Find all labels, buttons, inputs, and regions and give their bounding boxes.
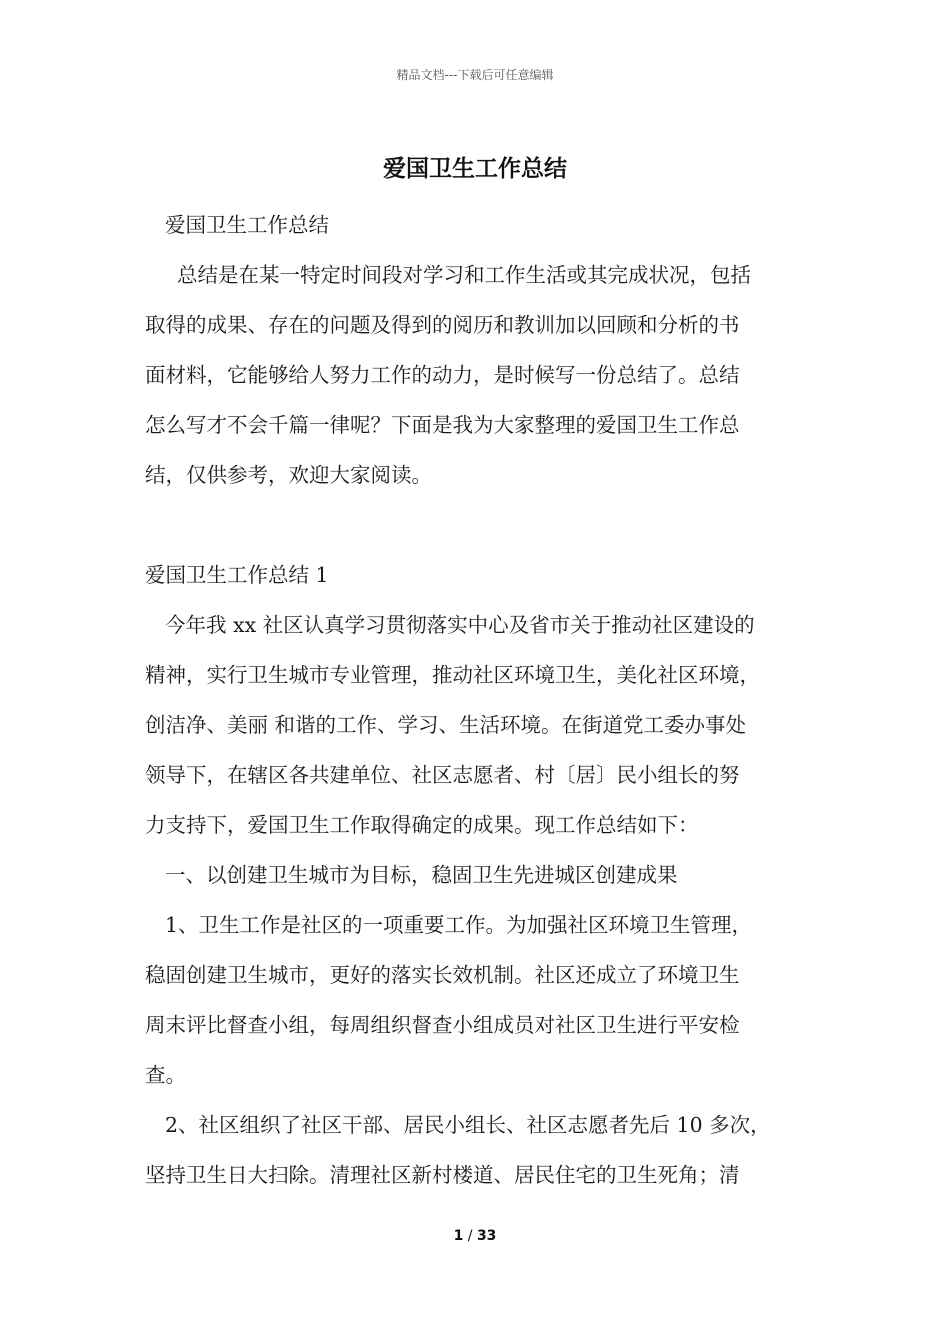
page-number-separator: /: [463, 1228, 477, 1244]
intro-line: 结，仅供参考，欢迎大家阅读。: [145, 463, 432, 487]
paragraph-gap: [145, 500, 825, 550]
document-title: 爱国卫生工作总结: [383, 155, 567, 182]
item-line: 2、社区组织了社区干部、居民小组长、社区志愿者先后 10 多次，: [165, 1113, 771, 1137]
page-number-current: 1: [453, 1228, 464, 1244]
item-line: 1、卫生工作是社区的一项重要工作。为加强社区环境卫生管理，: [165, 913, 753, 937]
sub-heading: 一、以创建卫生城市为目标，稳固卫生先进城区创建成果: [165, 863, 678, 887]
intro-line: 怎么写才不会千篇一律呢？下面是我为大家整理的爱国卫生工作总: [145, 413, 740, 437]
section-paragraph-line: 今年我 xx 社区认真学习贯彻落实中心及省市关于推动社区建设的: [165, 613, 755, 637]
intro-line: 总结是在某一特定时间段对学习和工作生活或其完成状况，包括: [177, 263, 751, 287]
document-subtitle: 爱国卫生工作总结: [165, 213, 329, 237]
section-paragraph-line: 精神，实行卫生城市专业管理，推动社区环境卫生，美化社区环境，: [145, 663, 760, 687]
intro-line: 面材料，它能够给人努力工作的动力，是时候写一份总结了。总结: [145, 363, 740, 387]
document-body: [145, 200, 825, 1200]
page-number-total: 33: [476, 1228, 497, 1244]
section-heading: 爱国卫生工作总结 1: [145, 563, 329, 587]
item-line: 坚持卫生日大扫除。清理社区新村楼道、居民住宅的卫生死角；清: [145, 1163, 740, 1187]
page-header-note: 精品文档---下载后可任意编辑: [396, 68, 554, 82]
section-paragraph-line: 力支持下，爱国卫生工作取得确定的成果。现工作总结如下：: [145, 813, 699, 837]
item-line: 查。: [145, 1063, 186, 1087]
section-paragraph-line: 领导下，在辖区各共建单位、社区志愿者、村〔居〕民小组长的努: [145, 763, 740, 787]
item-line: 稳固创建卫生城市，更好的落实长效机制。社区还成立了环境卫生: [145, 963, 740, 987]
item-line: 周末评比督查小组，每周组织督查小组成员对社区卫生进行平安检: [145, 1013, 740, 1037]
section-paragraph-line: 创洁净、美丽 和谐的工作、学习、生活环境。在街道党工委办事处: [145, 713, 747, 737]
page-number: [0, 1228, 950, 1244]
intro-line: 取得的成果、存在的问题及得到的阅历和教训加以回顾和分析的书: [145, 313, 740, 337]
